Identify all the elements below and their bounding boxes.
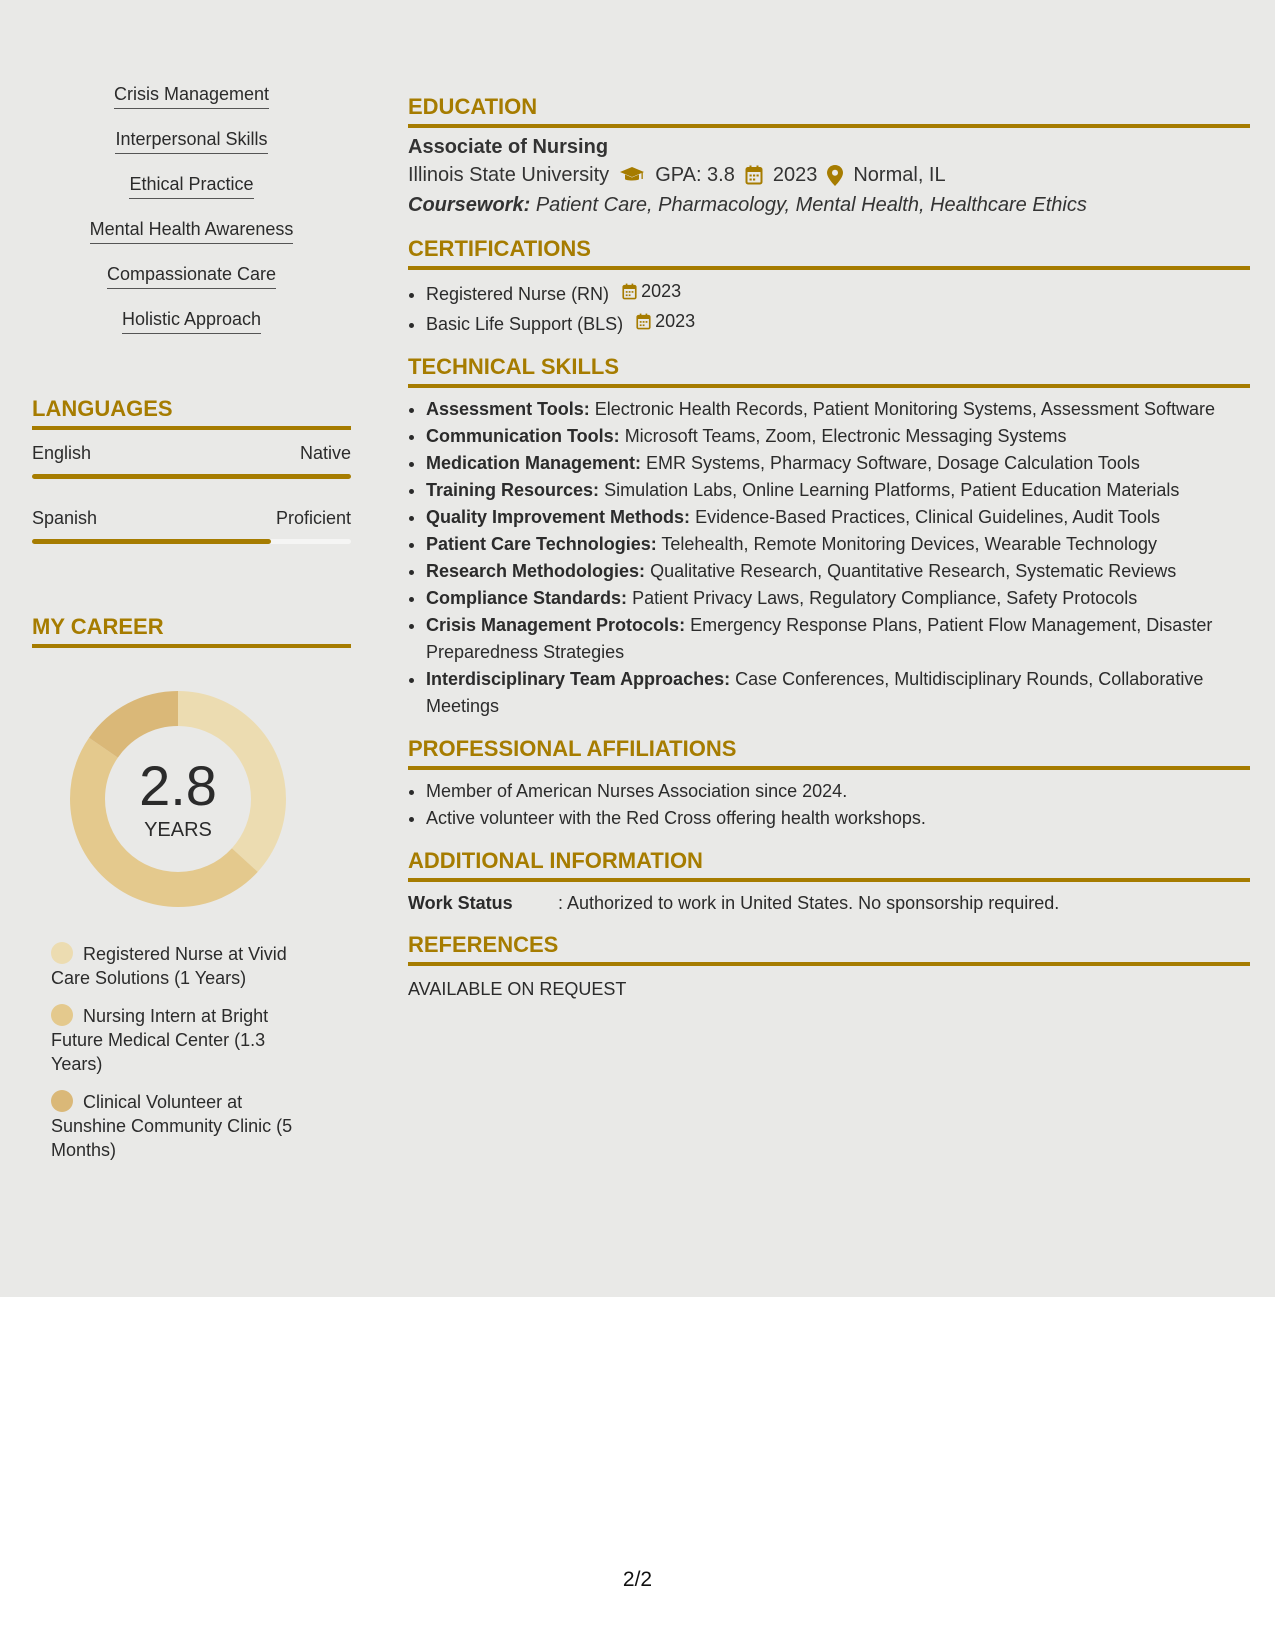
certification-item: • Registered Nurse (RN) 2023 [426,278,1250,308]
work-status-row [408,890,1250,916]
technical-skill-item: • Communication Tools: Microsoft Teams, Zoom, Electronic Messaging Systems [426,423,1250,450]
technical-skills-list [408,396,1250,720]
education-section [408,92,1250,220]
technical-skills-heading: TECHNICAL SKILLS [408,352,1250,388]
technical-skills-section [408,352,1250,720]
career-legend-item: Registered Nurse at Vivid Care Solutions (1 Years) [51,944,287,988]
education-meta [408,160,1250,190]
legend-dot-icon [51,1004,73,1026]
career-heading: MY CAREER [32,612,351,648]
school-location: Normal, IL [853,164,946,186]
language-name: English [32,443,92,463]
certification-year: 2023 [641,281,682,301]
career-legend-item: Clinical Volunteer at Sunshine Community Clinic (5 Months) [51,1092,293,1160]
legend-dot-icon [51,942,73,964]
career-total-value: 2.8 [139,754,217,817]
technical-skill-item: • Compliance Standards: Patient Privacy Laws, Regulatory Compliance, Safety Protocols [426,585,1250,612]
certifications-list [408,278,1250,338]
work-status-label: Work Status [408,893,513,913]
gpa: GPA: 3.8 [655,164,735,186]
skill-item: Compassionate Care [32,262,351,307]
language-level-fill [32,474,351,479]
technical-skill-item: • Patient Care Technologies: Telehealth, Remote Monitoring Devices, Wearable Technology [426,531,1250,558]
calendar-icon [636,313,651,330]
certifications-section [408,234,1250,338]
references-section [408,930,1250,1002]
page-number: 2/2 [622,1568,653,1591]
skill-item: Mental Health Awareness [32,217,351,262]
skill-item: Ethical Practice [32,172,351,217]
languages-heading: LANGUAGES [32,394,351,430]
certifications-heading: CERTIFICATIONS [408,234,1250,270]
graduation-cap-icon [619,166,645,184]
affiliation-item: • Member of American Nurses Association since 2024. [426,778,1250,805]
affiliations-section [408,734,1250,832]
technical-skill-item: • Quality Improvement Methods: Evidence-Based Practices, Clinical Guidelines, Audit Tools [426,504,1250,531]
career-total-unit: YEARS [144,819,212,841]
coursework: Coursework: Patient Care, Pharmacology, Mental Health, Healthcare Ethics [408,194,1087,216]
legend-dot-icon [51,1090,73,1112]
skill-item: Interpersonal Skills [32,127,351,172]
technical-skill-item: • Crisis Management Protocols: Emergency Response Plans, Patient Flow Management, Disaster Preparedness Strategies [426,612,1250,666]
skill-item: Holistic Approach [32,307,351,352]
career-section [32,612,351,1162]
degree-title: Associate of Nursing [408,136,609,158]
skill-item: Crisis Management [32,82,351,127]
technical-skill-item: • Research Methodologies: Qualitative Research, Quantitative Research, Systematic Reviews [426,558,1250,585]
left-column [32,82,351,1176]
certification-item: • Basic Life Support (BLS) 2023 [426,308,1250,338]
language-level: Native [299,443,351,463]
affiliations-list [408,778,1250,832]
language-name: Spanish [32,508,98,528]
graduation-year: 2023 [772,164,818,186]
references-text: AVAILABLE ON REQUEST [408,979,627,999]
calendar-icon [745,165,763,185]
language-level-bar [32,474,351,479]
affiliations-heading: PROFESSIONAL AFFILIATIONS [408,734,1250,770]
calendar-icon [622,283,637,300]
language-level-fill [32,539,271,544]
affiliation-item: • Active volunteer with the Red Cross offering health workshops. [426,805,1250,832]
language-level: Proficient [275,508,351,528]
education-heading: EDUCATION [408,92,1250,128]
right-column [408,92,1250,1002]
language-row [32,505,351,544]
location-pin-icon [827,165,843,186]
certification-year: 2023 [655,311,696,331]
additional-info-section [408,846,1250,916]
school-name: Illinois State University [408,164,610,186]
technical-skill-item: • Training Resources: Simulation Labs, Online Learning Platforms, Patient Education Materials [426,477,1250,504]
additional-info-heading: ADDITIONAL INFORMATION [408,846,1250,882]
technical-skill-item: • Interdisciplinary Team Approaches: Case Conferences, Multidisciplinary Rounds, Collaborative Meetings [426,666,1250,720]
career-legend-item: Nursing Intern at Bright Future Medical Center (1.3 Years) [51,1006,269,1074]
languages-section [32,394,351,544]
skills-list [32,82,351,352]
references-heading: REFERENCES [408,930,1250,966]
career-donut-chart [65,686,291,912]
technical-skill-item: • Medication Management: EMR Systems, Pharmacy Software, Dosage Calculation Tools [426,450,1250,477]
work-status-value: : Authorized to work in United States. No sponsorship required. [558,893,1060,913]
career-legend [51,942,311,1162]
technical-skill-item: • Assessment Tools: Electronic Health Records, Patient Monitoring Systems, Assessment Software [426,396,1250,423]
language-row [32,440,351,479]
language-level-bar [32,539,351,544]
